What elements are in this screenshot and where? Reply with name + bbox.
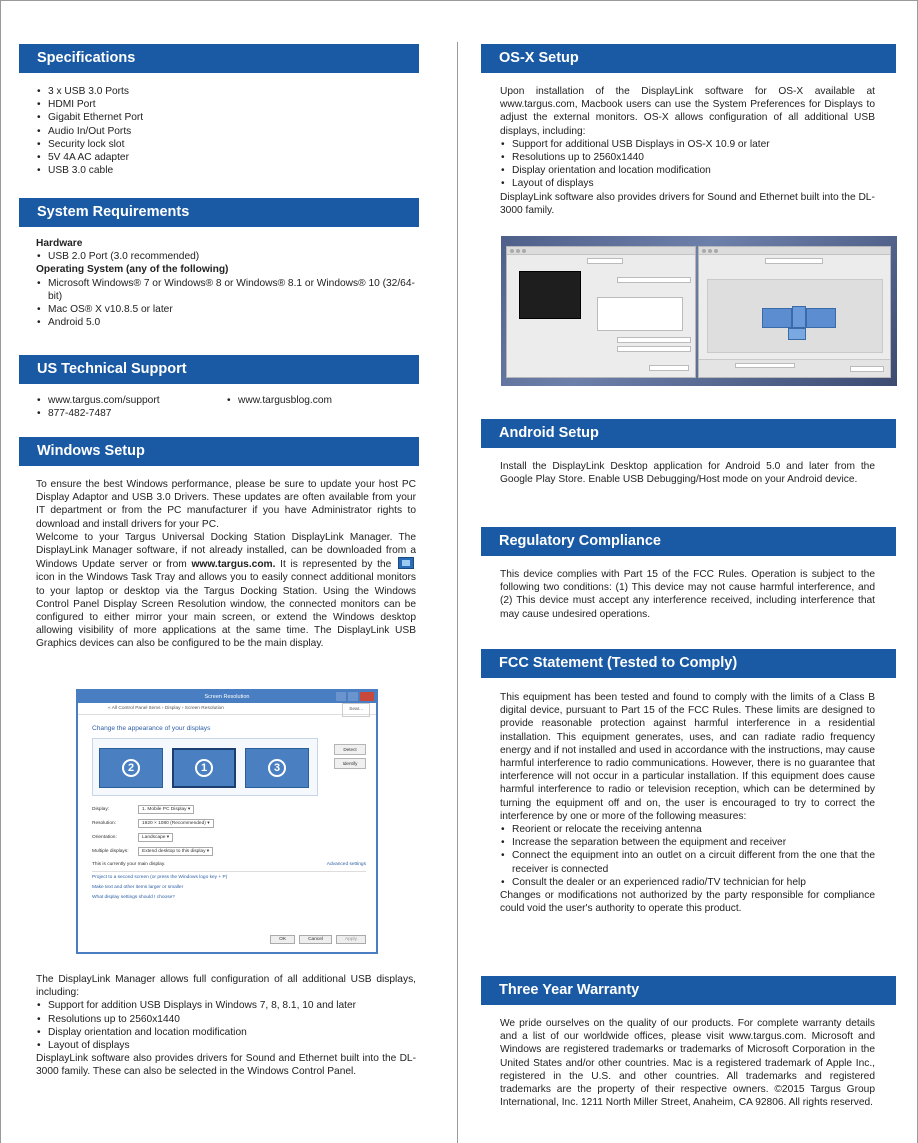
search-input[interactable]: Sear... [342,703,370,717]
windows-paragraph-1: To ensure the best Windows performance, please be sure to update your host PC Display Adaptor and USB 3.0 Drivers. These updates are often available from your IT department or from the PC manufacturer if you have Administrator rights to download and install drivers for your PC. [36,479,416,530]
osx-features-list [500,138,875,191]
arrangement-tab[interactable] [765,258,823,264]
monitor-number: 1 [195,759,213,777]
gather-windows-button[interactable] [850,366,884,372]
windows-paragraph-3: The DisplayLink Manager allows full configuration of all additional USB displays, including: [36,974,416,999]
resolution-select[interactable]: 1920 × 1080 (Recommended) ▾ [138,819,214,828]
display-arrangement-area[interactable] [707,279,883,353]
rotation-select[interactable] [617,337,691,343]
fcc-measures-list [500,823,875,889]
main-display-row [92,858,366,872]
column-divider [457,42,458,1143]
list-item: • Increase the separation between the equipment and receiver [500,836,875,849]
list-item: • Audio In/Out Ports [36,125,416,138]
osx-paragraph-1: Upon installation of the DisplayLink software for OS-X available at www.targus.com, Macbook users can use the System Preferences for Displays to adjust the external monitors. OS-X allows configuration of all additional USB displays, including: [500,86,875,137]
list-item: • Layout of displays [36,1039,416,1052]
apply-button[interactable]: Apply [336,935,366,944]
mac-close-icon[interactable] [510,249,514,253]
list-item: • Gigabit Ethernet Port [36,111,416,124]
list-item: • HDMI Port [36,98,416,111]
main-display-note: This is currently your main display. [92,862,166,867]
mac-close-icon[interactable] [702,249,706,253]
mac-zoom-icon[interactable] [522,249,526,253]
list-item: • Resolutions up to 2560x1440 [36,1013,416,1026]
orientation-select[interactable]: Landscape ▾ [138,833,173,842]
arrangement-prefs-window [698,246,891,378]
display-tab[interactable] [587,258,623,264]
mac-minimize-icon[interactable] [516,249,520,253]
address-bar[interactable] [78,703,376,715]
resolution-label: Resolution: [92,820,116,826]
mac-titlebar [507,247,695,255]
windows-paragraph-2 [36,531,416,651]
appearance-heading: Change the appearance of your displays [92,725,211,732]
window-body [92,725,366,905]
hardware-label: Hardware [36,238,83,249]
advanced-settings-link[interactable]: Advanced settings [326,862,366,867]
monitor-number: 2 [122,759,140,777]
windows-setup-details [36,973,416,1079]
mac-minimize-icon[interactable] [708,249,712,253]
display-row [92,802,366,816]
maximize-icon[interactable] [348,692,358,701]
list-item: • Microsoft Windows® 7 or Windows® 8 or Windows® 8.1 or Windows® 10 (32/64-bit) [36,277,416,303]
ok-button[interactable]: OK [270,935,295,944]
identify-button[interactable]: Identify [334,758,366,769]
hardware-list [36,250,416,263]
display-left[interactable] [762,308,792,328]
list-item: • Layout of displays [500,177,875,190]
screen-resolution-screenshot [76,689,378,954]
targus-link[interactable]: www.targus.com. [191,559,276,571]
support-link[interactable]: • www.targus.com/support [36,394,226,407]
refresh-rate-select[interactable] [617,346,691,352]
orientation-label: Orientation: [92,834,117,840]
list-item: • Connect the equipment into an outlet on a circuit different from the one that the receiver is connected [500,849,875,875]
fcc-paragraph-2: Changes or modifications not authorized by the party responsible for compliance could void the user's authority to operate this product. [500,890,875,915]
list-item: • USB 3.0 cable [36,164,416,177]
android-setup-body: Install the DisplayLink Desktop application for Android 5.0 and later from the Google Play Store. Enable USB Debugging/Host mode on your Android device. [500,461,875,486]
specifications-list [36,85,416,177]
warranty-heading: Three Year Warranty [481,976,896,1005]
display-settings-help-link[interactable]: What display settings should I choose? [92,895,175,900]
monitor-3[interactable] [245,748,309,788]
list-item: • 5V 4A AC adapter [36,151,416,164]
osx-displays-screenshot [501,236,897,386]
orientation-row [92,830,366,844]
list-item: • Security lock slot [36,138,416,151]
osx-setup-heading: OS-X Setup [481,44,896,73]
resolution-option[interactable] [617,277,691,283]
list-item: • Support for additional USB Displays in OS-X 10.9 or later [500,138,875,151]
windows-p2-part2: It is represented by the [275,559,396,571]
project-screen-link[interactable]: Project to a second screen (or press the Windows logo key + P) [92,875,228,880]
windows-setup-intro [36,478,416,651]
list-item: • Display orientation and location modification [36,1026,416,1039]
osx-setup-body [500,85,875,217]
address-path: « All Control Panel Items › Display › Screen Resolution [108,706,224,711]
support-heading: US Technical Support [19,355,419,384]
display-right[interactable] [806,308,836,328]
list-item: • Resolutions up to 2560x1440 [500,151,875,164]
list-item: • Display orientation and location modification [500,164,875,177]
display-label: Display: [92,806,110,812]
gather-windows-button[interactable] [649,365,689,371]
airplay-footer [699,359,890,377]
cancel-button[interactable]: Cancel [299,935,332,944]
system-requirements-body [36,237,416,329]
display-center[interactable] [792,306,806,328]
mac-zoom-icon[interactable] [714,249,718,253]
list-item: • Reorient or relocate the receiving antenna [500,823,875,836]
dialog-buttons [270,935,366,944]
display-select[interactable]: 1. Mobile PC Display ▾ [138,805,194,814]
detect-button[interactable]: Detect [334,744,366,755]
warranty-body: We pride ourselves on the quality of our products. For complete warranty details and a list of our worldwide offices, please visit www.targus.com. Microsoft and Windows are registered trademarks or trademarks of Microsoft Corporation in the United States and/or other countries. Mac is a registered trademark of Apple Inc., registered in the U.S. and other countries. All trademarks and registered trademarks are the property of their respective owners. ©2015 Targus Group International, Inc. 1211 North Miller Street, Anaheim, CA 92806. All rights reserved. [500,1018,875,1109]
list-item: • Android 5.0 [36,316,416,329]
blog-link[interactable]: • www.targusblog.com [226,394,406,407]
monitor-1[interactable] [172,748,236,788]
display-bottom[interactable] [788,328,806,340]
window-title: Screen Resolution [204,694,250,700]
windows-features-list [36,999,416,1052]
regulatory-body: This device complies with Part 15 of the FCC Rules. Operation is subject to the following two conditions: (1) This device may not cause harmful interference, and (2) This device must accept any interference received, including interference that may cause undesired operations. [500,569,875,620]
support-body [36,394,416,421]
mac-titlebar [699,247,890,255]
list-item: • Mac OS® X v10.8.5 or later [36,303,416,316]
system-requirements-heading: System Requirements [19,198,419,227]
multiple-displays-row [92,844,366,858]
fcc-heading: FCC Statement (Tested to Comply) [481,649,896,678]
multiple-displays-select[interactable]: Extend desktop to this display ▾ [138,847,213,856]
list-item: • 3 x USB 3.0 Ports [36,85,416,98]
fcc-paragraph-1: This equipment has been tested and found to comply with the limits of a Class B digital device, pursuant to Part 15 of the FCC Rules. These limits are designed to provide reasonable protection against harmful interference in a residential installation. This equipment generates, uses, and can radiate radio frequency energy and if not installed and used in accordance with the instructions, may cause harmful interference to radio communications. However, there is no guarantee that interference will not occur in a particular installation. If this equipment does cause harmful interference to radio or television reception, which can be determined by turning the equipment off and on, the user is encouraged to try to correct the interference by one or more of the following measures: [500,692,875,822]
resolution-row [92,816,366,830]
windows-setup-heading: Windows Setup [19,437,419,466]
airplay-select[interactable] [735,363,795,368]
fcc-body [500,691,875,915]
monitor-number: 3 [268,759,286,777]
list-item: • Consult the dealer or an experienced radio/TV technician for help [500,876,875,889]
multiple-displays-label: Multiple displays: [92,848,129,854]
builtin-display-prefs-window [506,246,696,378]
close-icon[interactable] [360,692,374,701]
list-item: • USB 2.0 Port (3.0 recommended) [36,250,416,263]
os-label: Operating System (any of the following) [36,264,229,276]
os-list [36,277,416,330]
support-phone: • 877-482-7487 [36,407,226,420]
list-item: • Support for addition USB Displays in Windows 7, 8, 8.1, 10 and later [36,999,416,1012]
displaylink-tray-icon [398,557,414,569]
osx-paragraph-2: DisplayLink software also provides drivers for Sound and Ethernet built into the DL-3000 family. [500,191,875,216]
laptop-display-icon [519,271,581,319]
windows-paragraph-4: DisplayLink software also provides drivers for Sound and Ethernet built into the DL-3000 family. These can also be selected in the Windows Control Panel. [36,1053,416,1078]
windows-p2-part3: icon in the Windows Task Tray and allows you to easily connect additional monitors to your laptop or desktop via the Targus Docking Station. Using the Windows Control Panel Display Screen Resolution window, the connected monitors can be configured to either mirror your main screen, or extend the Windows desktop allowing visibility of more applications at the same time. The DisplayLink USB Graphics devices can also be configured to be the main display. [36,572,416,650]
text-size-link[interactable]: Make text and other items larger or smaller [92,885,184,890]
windows-p2-part1: Welcome to your Targus Universal Docking Station DisplayLink Manager. The DisplayLink Manager software, if not already installed, can be downloaded from a Windows Update server or from [36,531,416,571]
resolution-list[interactable] [597,297,683,331]
regulatory-heading: Regulatory Compliance [481,527,896,556]
monitor-arrangement [92,738,318,796]
window-titlebar [78,691,376,703]
monitor-2[interactable] [99,748,163,788]
android-setup-heading: Android Setup [481,419,896,448]
specifications-heading: Specifications [19,44,419,73]
minimize-icon[interactable] [336,692,346,701]
